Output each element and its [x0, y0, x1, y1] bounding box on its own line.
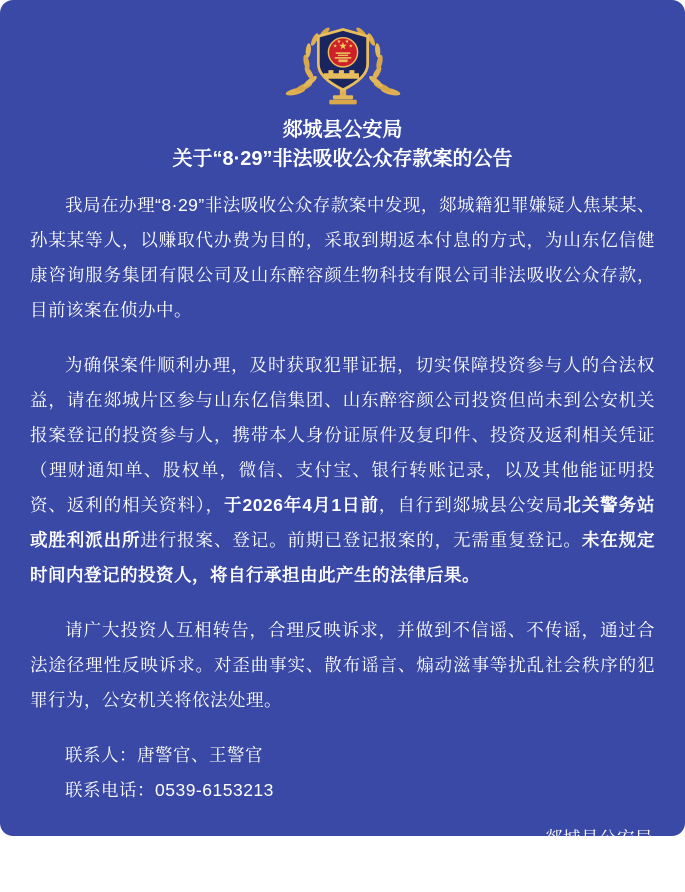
police-badge-emblem: [30, 24, 655, 108]
p2-mid-text: ，自行到郯城县公安局: [378, 495, 564, 515]
paragraph-public-notice: 请广大投资人互相转告，合理反映诉求，并做到不信谣、不传谣，通过合法途径理性反映诉求。对歪曲事实、散布谣言、煽动滋事等扰乱社会秩序的犯罪行为，公安机关将依法处理。: [30, 620, 655, 710]
p2-stations-bold: 北关警务站或胜利派出所: [30, 495, 656, 550]
svg-text:★: ★: [332, 42, 337, 48]
contact-person-label: 联系人：: [65, 745, 137, 765]
contact-person-line: [30, 738, 655, 773]
p2-deadline-bold: 于2026年4月1日前: [224, 495, 379, 515]
p2-followup-text: 进行报案、登记。前期已登记报案的，无需重复登记。: [140, 530, 582, 550]
contact-phone-line: [30, 773, 655, 808]
contact-block: [30, 738, 655, 808]
contact-person-value: 唐警官、王警官: [137, 745, 263, 765]
p2-intro-text: 为确保案件顺利办理，及时获取犯罪证据，切实保障投资参与人的合法权益，请在郯城片区参与山东亿信集团、山东醉容颜公司投资但尚未到公安机关报案登记的投资参与人，携带本人身份证原件及复印件、投资及返利相关凭证（理财通知单、股权单，微信、支付宝、银行转账记录，以及其他能证明投资、返利的相关资料），: [30, 355, 655, 515]
announcement-title: 关于“8·29”非法吸收公众存款案的公告: [172, 148, 513, 170]
svg-text:★: ★: [344, 38, 349, 44]
svg-text:★: ★: [338, 41, 347, 51]
paragraph-case-summary: 我局在办理“8·29”非法吸收公众存款案中发现，郯城籍犯罪嫌疑人焦某某、孙某某等人，以赚取代办费为目的，采取到期返本付息的方式，为山东亿信健康咨询服务集团有限公司及山东醉容颜生物科技有限公司非法吸收公众存款，目前该案在侦办中。: [30, 195, 655, 320]
paragraph-registration-instructions: [30, 348, 655, 593]
svg-text:★: ★: [348, 42, 353, 48]
org-title: 郯城县公安局: [282, 119, 403, 141]
signature-org: 郯城县公安局: [545, 828, 653, 848]
police-badge-icon: [279, 24, 407, 108]
p2-warning-bold: 未在规定时间内登记的投资人，将自行承担由此产生的法律后果。: [30, 530, 656, 585]
signature-block: [30, 820, 655, 892]
svg-text:★: ★: [336, 38, 341, 44]
contact-phone-value: 0539-6153213: [155, 780, 274, 800]
signature-date: 2026年3月15日: [527, 864, 653, 884]
contact-phone-label: 联系电话：: [65, 780, 155, 800]
